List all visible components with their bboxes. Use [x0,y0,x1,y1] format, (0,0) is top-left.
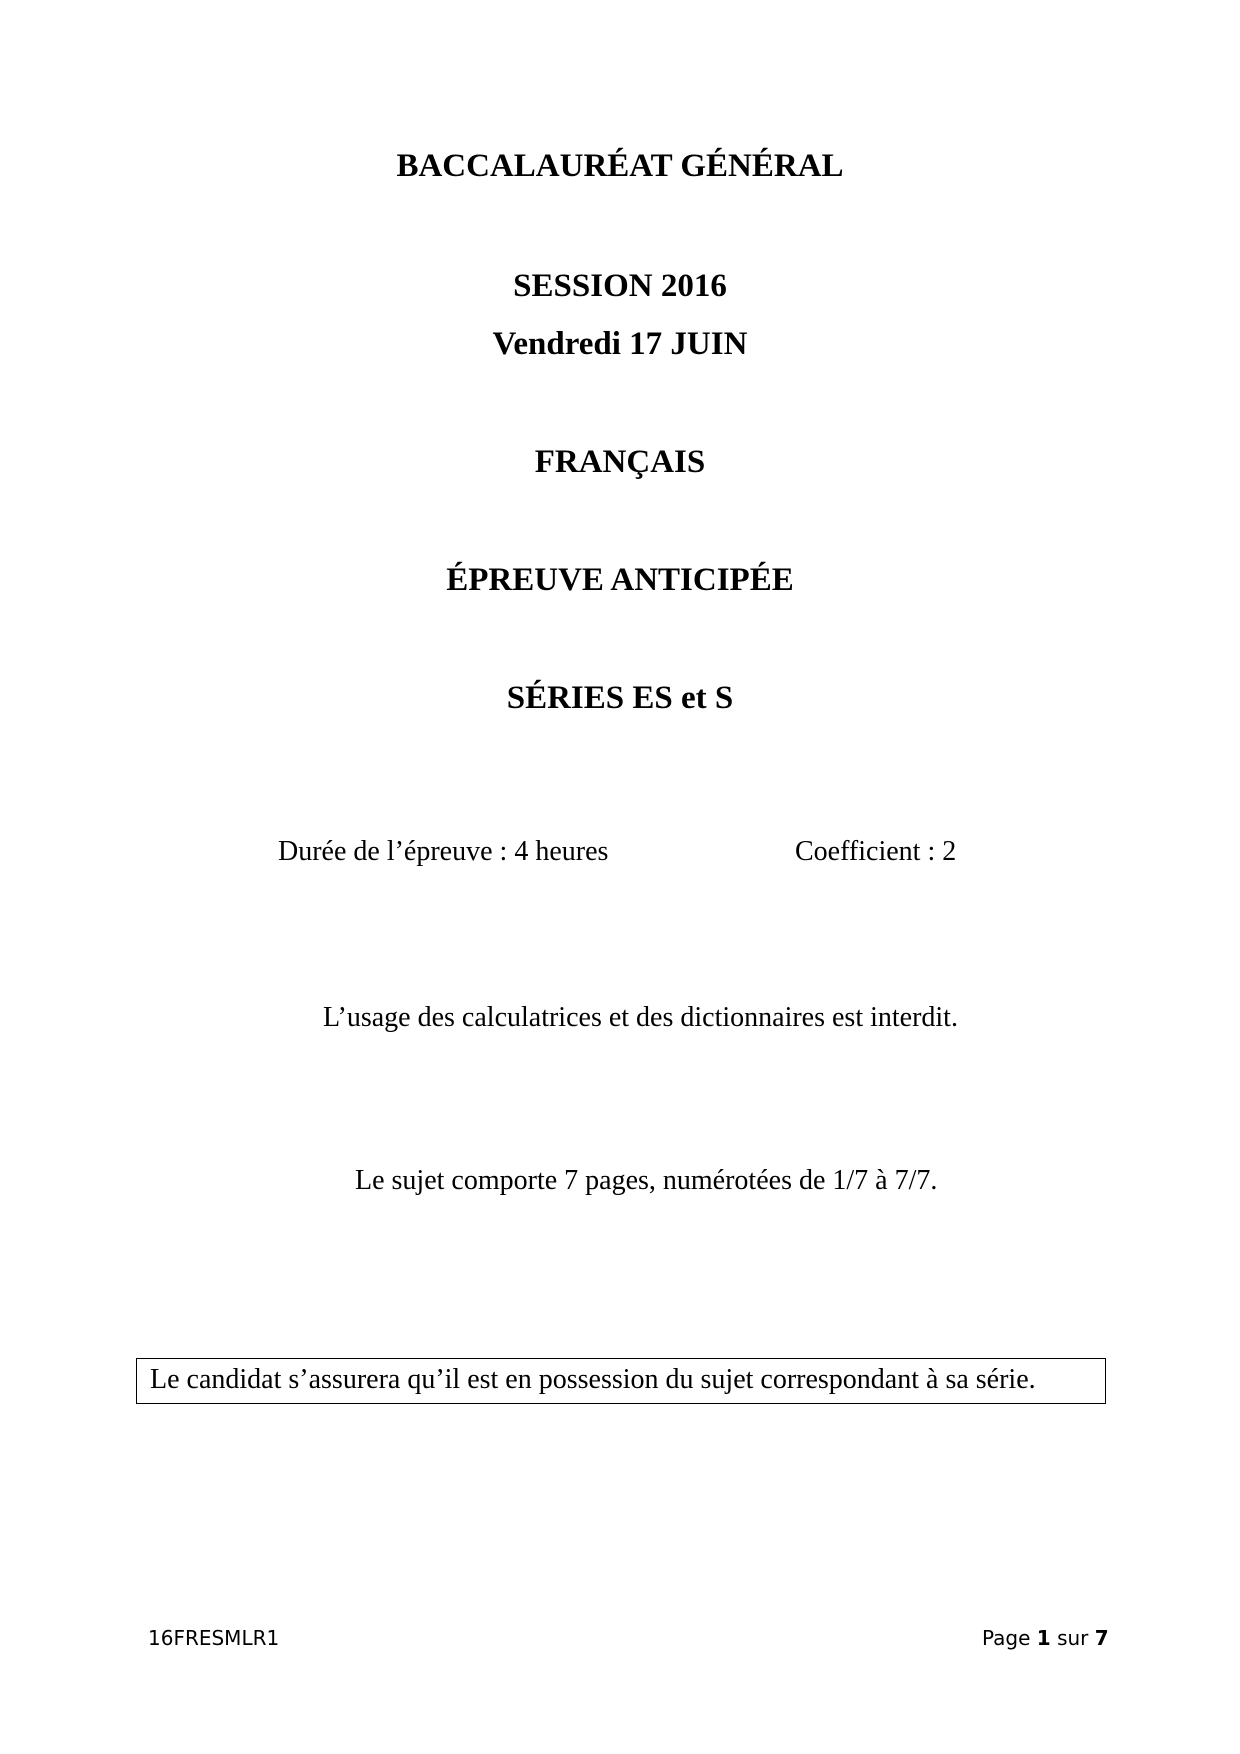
page-total: 7 [1094,1626,1109,1650]
page-of-word: sur [1057,1626,1089,1650]
session-label: SESSION 2016 [513,268,727,304]
coefficient-text: Coefficient : 2 [795,836,957,867]
exam-type: ÉPREUVE ANTICIPÉE [446,562,794,598]
footer-doc-code: 16FRESMLR1 [148,1626,280,1650]
subject-title: FRANÇAIS [534,444,706,480]
duration-text: Durée de l’épreuve : 4 heures [278,836,609,867]
series-label: SÉRIES ES et S [506,680,734,716]
exam-title: BACCALAURÉAT GÉNÉRAL [396,148,844,184]
candidate-notice-text: Le candidat s’assurera qu’il est en possession du sujet correspondant à sa série. [150,1364,1036,1395]
pages-notice: Le sujet comporte 7 pages, numérotées de 1/7 à 7/7. [355,1165,938,1196]
page-current: 1 [1036,1626,1051,1650]
calculator-notice: L’usage des calculatrices et des dictionnaires est interdit. [323,1002,958,1033]
exam-date: Vendredi 17 JUIN [492,326,748,362]
candidate-notice-box [136,1358,1106,1404]
footer-page-number [982,1626,1109,1650]
page-word: Page [982,1626,1031,1650]
